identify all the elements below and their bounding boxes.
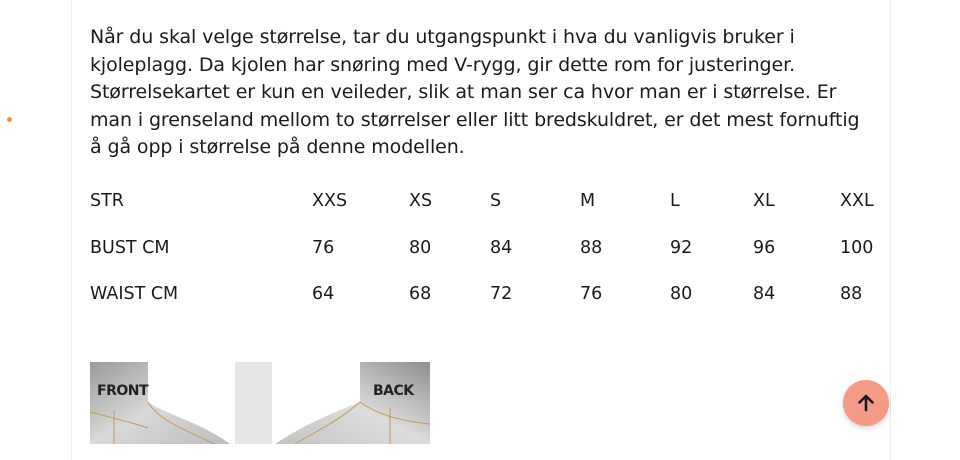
table-cell: 88 bbox=[840, 284, 863, 305]
table-header-cell: STR bbox=[90, 191, 124, 212]
table-cell: 76 bbox=[312, 237, 335, 258]
mannequin-illustration bbox=[90, 362, 430, 444]
size-guide-paragraph: Når du skal velge størrelse, tar du utgangspunkt i hva du vanligvis bruker i kjoleplagg. Da kjolen har snøring med V-rygg, gir dette rom for justeringer. Størrelsekartet er kun en veileder, slik at man ser ca hvor man er i størrelse. Er man i grenseland mellom to størrelser eller litt bredskuldret, er det mest fornuftig å gå opp i størrelse på denne modellen. bbox=[90, 26, 860, 158]
table-cell: 68 bbox=[409, 284, 432, 305]
table-row bbox=[90, 271, 880, 318]
table-header-cell: L bbox=[670, 191, 680, 212]
table-cell: 64 bbox=[312, 284, 335, 305]
table-cell: 76 bbox=[580, 284, 603, 305]
table-header-cell: XS bbox=[409, 191, 433, 212]
size-chart-table bbox=[90, 178, 880, 318]
measurement-diagram bbox=[90, 362, 430, 444]
table-cell: 88 bbox=[580, 237, 603, 258]
table-cell: 72 bbox=[490, 284, 513, 305]
table-cell: 96 bbox=[753, 237, 776, 258]
table-row-label: BUST CM bbox=[90, 237, 170, 258]
back-to-top-button[interactable] bbox=[843, 380, 889, 426]
table-cell: 80 bbox=[409, 237, 432, 258]
table-header-cell: S bbox=[490, 191, 502, 212]
arrow-up-icon bbox=[856, 393, 876, 413]
table-cell: 84 bbox=[753, 284, 776, 305]
table-cell: 84 bbox=[490, 237, 513, 258]
table-cell: 80 bbox=[670, 284, 693, 305]
table-header-cell: M bbox=[580, 191, 596, 212]
table-cell: 100 bbox=[840, 237, 874, 258]
back-label: BACK bbox=[373, 383, 414, 399]
table-header-row bbox=[90, 178, 880, 225]
table-row-label: WAIST CM bbox=[90, 284, 179, 305]
table-header-cell: XXL bbox=[840, 191, 874, 212]
table-header-cell: XXS bbox=[312, 191, 348, 212]
table-row bbox=[90, 225, 880, 272]
table-cell: 92 bbox=[670, 237, 693, 258]
side-indicator-dot bbox=[7, 117, 12, 122]
front-label: FRONT bbox=[97, 383, 149, 399]
table-header-cell: XL bbox=[753, 191, 775, 212]
